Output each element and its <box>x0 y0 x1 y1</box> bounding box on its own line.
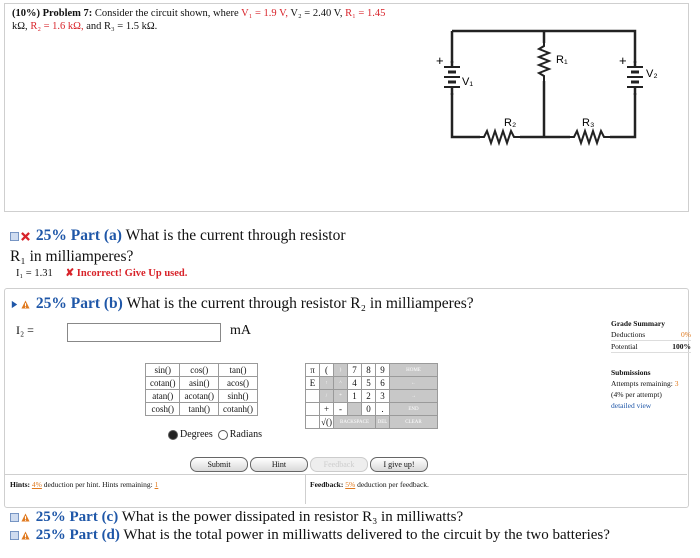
feedback-info <box>310 480 429 489</box>
circuit-diagram <box>420 25 670 155</box>
part-a-question-cont: R₁ in milliamperes? <box>10 248 134 265</box>
warning-icon <box>21 513 30 522</box>
key-blank-1 <box>306 390 320 403</box>
key-multiply[interactable]: * <box>334 390 348 403</box>
part-d-header[interactable] <box>10 527 610 544</box>
key-atan[interactable]: atan() <box>146 390 180 403</box>
give-up-button[interactable]: I give up! <box>370 457 428 472</box>
deductions-row <box>611 329 691 341</box>
part-a-header <box>10 225 610 267</box>
key-up[interactable]: ↑ <box>320 377 334 390</box>
part-a-label: Part (a) <box>70 227 122 244</box>
attempts-value: 3 <box>674 379 679 388</box>
key-blank-3 <box>348 403 362 416</box>
key-open-paren[interactable]: ( <box>320 364 334 377</box>
checkbox-icon <box>10 531 19 540</box>
key-cos[interactable]: cos() <box>180 364 218 377</box>
key-6[interactable]: 6 <box>376 377 390 390</box>
key-1[interactable]: 1 <box>348 390 362 403</box>
detailed-view-link[interactable]: detailed view <box>611 401 652 410</box>
radians-label: Radians <box>229 429 262 440</box>
key-plus[interactable]: + <box>320 403 334 416</box>
r1-value: R₁ = 1.45 <box>345 8 386 19</box>
part-a-question: What is the current through resistor <box>125 227 346 244</box>
part-b-header <box>10 295 474 313</box>
v1-value: V₁ = 1.9 V, <box>241 8 288 19</box>
hints-pct: 4% <box>31 480 42 489</box>
part-c-header[interactable] <box>10 509 463 526</box>
part-c-label: Part (c) <box>69 509 119 525</box>
angle-mode <box>168 429 262 440</box>
submissions-title: Submissions <box>611 368 651 377</box>
key-asin[interactable]: asin() <box>180 377 218 390</box>
key-cotan[interactable]: cotan() <box>146 377 180 390</box>
key-8[interactable]: 8 <box>362 364 376 377</box>
key-del[interactable]: DEL <box>376 416 390 429</box>
feedback-label: Feedback: <box>310 480 344 489</box>
key-acos[interactable]: acos() <box>218 377 257 390</box>
grade-summary <box>611 318 691 411</box>
key-2[interactable]: 2 <box>362 390 376 403</box>
hints-label: Hints: <box>10 480 31 489</box>
x-mark-icon <box>21 232 30 241</box>
part-a-answer-row <box>16 267 187 279</box>
function-keypad <box>145 363 258 416</box>
checkbox-icon <box>10 513 19 522</box>
key-close-paren[interactable]: ) <box>334 364 348 377</box>
numeric-keypad <box>305 363 438 429</box>
degrees-radio[interactable] <box>168 430 178 440</box>
key-end[interactable]: END <box>390 403 438 416</box>
problem-intro: Consider the circuit shown, where <box>94 8 239 19</box>
part-a-percent: 25% <box>35 227 67 244</box>
key-cosh[interactable]: cosh() <box>146 403 180 416</box>
answer-input[interactable] <box>67 323 221 342</box>
expand-arrow-icon[interactable] <box>10 300 19 309</box>
deductions-label: Deductions <box>611 330 646 339</box>
part-b-question: What is the current through resistor R₂ in milliamperes? <box>126 295 474 312</box>
r2-value: R₂ = 1.6 kΩ, <box>30 21 84 32</box>
r1-unit: kΩ, <box>12 21 28 32</box>
key-caret[interactable]: ^ <box>334 377 348 390</box>
part-d-percent: 25% <box>35 527 66 543</box>
hints-info <box>10 480 158 489</box>
key-blank-2 <box>306 403 320 416</box>
part-d-label: Part (d) <box>69 527 120 543</box>
plus-v1: + <box>436 53 444 68</box>
key-blank-4 <box>306 416 320 429</box>
key-acotan[interactable]: acotan() <box>180 390 218 403</box>
part-a-answer: I₁ = 1.31 <box>16 268 53 279</box>
warning-icon <box>21 300 30 309</box>
feedback-text: deduction per feedback. <box>357 480 429 489</box>
unit-label: mA <box>230 323 251 338</box>
part-c-question: What is the power dissipated in resistor R₃ in milliwatts? <box>121 509 464 525</box>
key-cotanh[interactable]: cotanh() <box>218 403 257 416</box>
r2-label: R₂ <box>504 117 517 129</box>
attempts-row <box>611 378 691 389</box>
v1-label: V₁ <box>462 76 474 88</box>
key-tanh[interactable]: tanh() <box>180 403 218 416</box>
key-5[interactable]: 5 <box>362 377 376 390</box>
part-d-question: What is the total power in milliwatts delivered to the circuit by the two batteries? <box>123 527 610 543</box>
grade-summary-title: Grade Summary <box>611 319 665 328</box>
i2-label: I₂ = <box>16 323 34 337</box>
key-sinh[interactable]: sinh() <box>218 390 257 403</box>
key-sin[interactable]: sin() <box>146 364 180 377</box>
key-7[interactable]: 7 <box>348 364 362 377</box>
and-text: and <box>86 21 102 32</box>
key-clear[interactable]: CLEAR <box>390 416 438 429</box>
plus-v2: + <box>619 53 627 68</box>
feedback-button[interactable]: Feedback <box>310 457 368 472</box>
key-tan[interactable]: tan() <box>218 364 257 377</box>
footer-separator <box>305 474 306 504</box>
v2-value: V₂ = 2.40 V, <box>290 8 343 19</box>
key-backspace[interactable]: BACKSPACE <box>334 416 376 429</box>
key-0[interactable]: 0 <box>362 403 376 416</box>
attempts-label: Attempts remaining: <box>611 379 673 388</box>
hint-button[interactable]: Hint <box>250 457 308 472</box>
deductions-value: 0% <box>681 330 691 339</box>
per-attempt-note: (4% per attempt) <box>611 390 662 399</box>
key-9[interactable]: 9 <box>376 364 390 377</box>
key-left[interactable]: ← <box>390 377 438 390</box>
key-minus[interactable]: - <box>334 403 348 416</box>
submit-button[interactable]: Submit <box>190 457 248 472</box>
key-4[interactable]: 4 <box>348 377 362 390</box>
part-c-percent: 25% <box>35 509 66 525</box>
hints-remaining: 1 <box>154 480 159 489</box>
key-3[interactable]: 3 <box>376 390 390 403</box>
potential-value: 100% <box>672 342 691 351</box>
problem-label: (10%) Problem 7: <box>12 8 93 19</box>
r1-label: R₁ <box>556 54 568 66</box>
key-right[interactable]: → <box>390 390 438 403</box>
potential-row <box>611 341 691 353</box>
part-b-label: Part (b) <box>70 295 123 312</box>
r3-label: R₃ <box>582 117 595 129</box>
r3-value: R₃ = 1.5 kΩ. <box>104 21 158 32</box>
checkbox-icon <box>10 232 19 241</box>
feedback-pct: 5% <box>345 480 356 489</box>
potential-label: Potential <box>611 342 638 351</box>
warning-icon <box>21 531 30 540</box>
radians-radio[interactable] <box>218 430 228 440</box>
key-sqrt[interactable]: √() <box>321 417 332 427</box>
key-dot[interactable]: . <box>376 403 390 416</box>
hints-text: deduction per hint. Hints remaining: <box>43 480 153 489</box>
key-e[interactable]: E <box>306 377 320 390</box>
key-divide[interactable]: / <box>320 390 334 403</box>
key-pi[interactable]: π <box>306 364 320 377</box>
degrees-label: Degrees <box>180 429 213 440</box>
key-home[interactable]: HOME <box>390 364 438 377</box>
footer-divider <box>4 474 687 475</box>
part-b-percent: 25% <box>35 295 67 312</box>
v2-label: V₂ <box>646 68 658 80</box>
incorrect-status: ✘ Incorrect! Give Up used. <box>65 268 188 279</box>
